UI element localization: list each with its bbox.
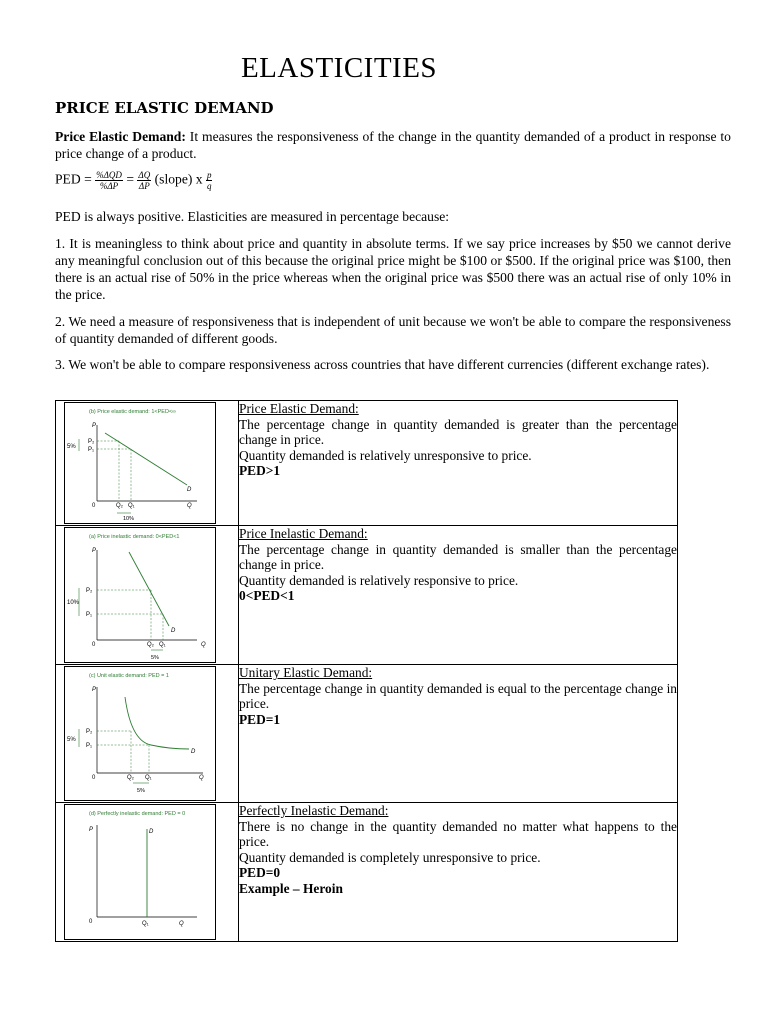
- graph-cell: [56, 401, 239, 526]
- formula-f3-den: q: [206, 181, 212, 191]
- axis-q: Q: [179, 921, 184, 927]
- point-2: 2. We need a measure of responsiveness that is independent of unit because we won't be able to compare the responsiveness of quantity demanded of different goods.: [55, 314, 731, 346]
- ped-value: PED>1: [239, 463, 281, 478]
- definition-term: Price Elastic Demand:: [55, 129, 186, 144]
- label-p2: P₂: [86, 729, 93, 735]
- point-3: 3. We won't be able to compare responsiveness across countries that have different currencies (different exchange rates).: [55, 357, 710, 372]
- label-p2: P₂: [86, 588, 93, 594]
- label-p1: P₁: [88, 447, 95, 453]
- row-heading: Unitary Elastic Demand:: [239, 665, 373, 680]
- row-line: The percentage change in quantity demanded is smaller than the percentage change in price.: [239, 541, 677, 572]
- row-line: The percentage change in quantity demanded is equal to the percentage change in price.: [239, 680, 677, 711]
- row-example: Example – Heroin: [239, 880, 343, 896]
- formula-slope: (slope) x: [154, 171, 203, 187]
- label-q1: Q₁: [159, 642, 166, 648]
- row-heading: Price Elastic Demand:: [239, 401, 359, 416]
- graph-unit-elastic: [64, 666, 216, 801]
- graph-elastic: [64, 402, 216, 524]
- label-pct-x: 10%: [123, 516, 135, 522]
- table-row: [56, 401, 678, 526]
- formula-fraction-pq: [206, 170, 213, 191]
- document-title: ELASTICITIES: [240, 52, 438, 84]
- label-d: D: [191, 749, 196, 755]
- label-q1: Q₁: [145, 775, 152, 781]
- description-cell: [239, 803, 678, 942]
- formula-fraction-delta: [137, 170, 151, 191]
- ped-value: PED=0: [239, 865, 281, 880]
- label-q1: Q₁: [128, 503, 135, 509]
- graph-cell: [56, 803, 239, 942]
- row-heading: Price Inelastic Demand:: [239, 526, 368, 541]
- label-origin: 0: [92, 642, 96, 648]
- description-cell: [239, 526, 678, 665]
- label-pct-y: 5%: [67, 444, 76, 450]
- label-p1: P₁: [86, 743, 93, 749]
- axis-p: P: [92, 423, 97, 429]
- graph-caption: (b) Price elastic demand: 1<PED<∞: [89, 409, 177, 415]
- table-row: [56, 526, 678, 665]
- ped-formula: [55, 170, 455, 202]
- row-line: Quantity demanded is completely unresponsive to price.: [239, 849, 541, 865]
- label-pct-x: 5%: [151, 655, 159, 661]
- label-d: D: [149, 829, 154, 835]
- label-origin: 0: [92, 775, 96, 781]
- formula-f3-num: p: [206, 170, 212, 180]
- label-q2: Q₂: [116, 503, 123, 509]
- label-q2: Q₂: [147, 642, 154, 648]
- label-origin: 0: [89, 919, 93, 925]
- row-line: The percentage change in quantity demanded is greater than the percentage change in price.: [239, 416, 677, 447]
- row-line: Quantity demanded is relatively responsive to price.: [239, 572, 519, 588]
- graph-caption: (a) Price inelastic demand: 0<PED<1: [89, 534, 180, 540]
- label-d: D: [171, 628, 176, 634]
- label-pct-y: 5%: [67, 737, 76, 743]
- intro-paragraph: PED is always positive. Elasticities are measured in percentage because:: [55, 209, 450, 224]
- elasticity-table: [55, 400, 678, 942]
- graph-cell: [56, 665, 239, 803]
- row-line: There is no change in the quantity demanded no matter what happens to the price.: [239, 818, 677, 849]
- row-line: Quantity demanded is relatively unresponsive to price.: [239, 447, 532, 463]
- label-pct-x: 5%: [137, 788, 145, 794]
- formula-f2-den: ΔP: [138, 181, 150, 191]
- ped-value: 0<PED<1: [239, 588, 295, 603]
- row-heading: Perfectly Inelastic Demand:: [239, 803, 389, 818]
- label-origin: 0: [92, 503, 96, 509]
- axis-q: Q: [199, 775, 204, 781]
- graph-inelastic: [64, 527, 216, 663]
- point-1: 1. It is meaningless to think about price and quantity in absolute terms. If we say price increases by $50 we cannot derive any meaningful conclusion out of this because the original price might be $100 or $500. If the original price was $100, then there is an actual rise of 50% in the price whereas when the original price was $500 there was an actual rise of only 10% in the price.: [55, 236, 731, 302]
- description-cell: [239, 401, 678, 526]
- description-cell: [239, 665, 678, 803]
- formula-f1-den: %ΔP: [99, 181, 119, 191]
- formula-fraction-percent: [95, 170, 123, 191]
- label-q1: Q₁: [142, 921, 149, 927]
- label-p1: P₁: [86, 612, 93, 618]
- definition-text: It measures the responsiveness of the change in the quantity demanded of a product in response to price change of a product.: [55, 129, 731, 161]
- formula-f2-num: ΔQ: [138, 170, 151, 180]
- axis-p: P: [92, 687, 97, 693]
- label-d: D: [187, 487, 192, 493]
- table-row: [56, 665, 678, 803]
- axis-q: Q: [201, 642, 206, 648]
- formula-eq: =: [126, 171, 135, 187]
- axis-p: P: [89, 827, 94, 833]
- section-heading: PRICE ELASTIC DEMAND: [55, 99, 274, 117]
- table-row: [56, 803, 678, 942]
- graph-caption: (c) Unit elastic demand: PED = 1: [89, 673, 169, 679]
- label-p2: P₂: [88, 439, 95, 445]
- axis-p: P: [92, 548, 97, 554]
- definition-paragraph: [55, 128, 731, 162]
- ped-value: PED=1: [239, 711, 281, 727]
- axis-q: Q: [187, 503, 192, 509]
- graph-perfectly-inelastic: [64, 804, 216, 940]
- formula-lhs: PED =: [55, 171, 92, 187]
- graph-cell: [56, 526, 239, 665]
- formula-f1-num: %ΔQD: [96, 170, 122, 180]
- label-q2: Q₂: [127, 775, 134, 781]
- graph-caption: (d) Perfectly inelastic demand: PED = 0: [89, 811, 186, 817]
- label-pct-y: 10%: [67, 600, 80, 606]
